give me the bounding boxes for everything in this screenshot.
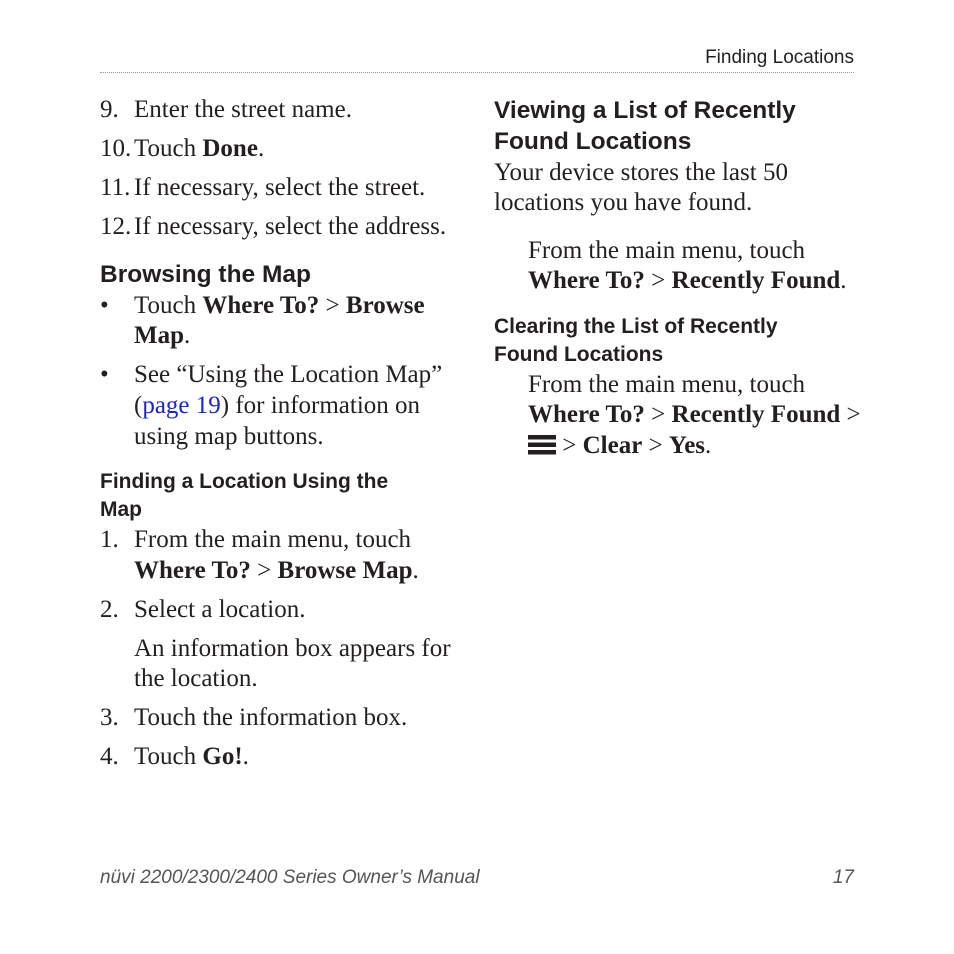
step-text: Where To? > Browse Map. xyxy=(134,557,419,584)
step-number: 4. xyxy=(100,743,119,770)
step-number: 10. xyxy=(100,135,132,162)
menu-icon xyxy=(528,433,556,453)
body-text: locations you have found. xyxy=(494,189,753,216)
step-note: An information box appears for xyxy=(134,635,451,662)
instruction-text: > Clear > Yes. xyxy=(528,431,711,461)
ui-term: Done xyxy=(202,135,258,162)
section-heading-browsing-map: Browsing the Map xyxy=(100,261,311,288)
section-heading-viewing-recent-cont: Found Locations xyxy=(494,128,692,155)
instruction-text: Where To? > Recently Found. xyxy=(528,267,847,294)
step-number: 9. xyxy=(100,96,119,123)
instruction-text: Where To? > Recently Found > xyxy=(528,401,861,428)
bullet-text: using map buttons. xyxy=(134,423,324,450)
instruction-text: From the main menu, touch xyxy=(528,371,806,398)
bullet-text: Map. xyxy=(134,322,191,349)
page-link[interactable]: page 19 xyxy=(142,392,221,419)
bullet: • xyxy=(100,361,109,388)
step-note: the location. xyxy=(134,665,258,692)
bullet-text: See “Using the Location Map” xyxy=(134,361,443,388)
body-text: Your device stores the last 50 xyxy=(494,159,788,186)
step-text: Touch Go!. xyxy=(134,743,249,770)
subsection-heading-finding-location: Finding a Location Using the xyxy=(100,470,389,493)
step-text: Touch the information box. xyxy=(134,704,408,731)
subsection-heading-finding-location-cont: Map xyxy=(100,498,142,521)
step-number: 3. xyxy=(100,704,119,731)
step-text: Enter the street name. xyxy=(134,96,352,123)
step-number: 11. xyxy=(100,174,131,201)
header-rule xyxy=(100,72,854,73)
bullet-text: Touch Where To? > Browse xyxy=(134,292,425,319)
footer-manual-title: nüvi 2200/2300/2400 Series Owner’s Manual xyxy=(100,867,480,888)
subsection-heading-clearing-list: Clearing the List of Recently xyxy=(494,315,778,338)
subsection-heading-clearing-list-cont: Found Locations xyxy=(494,343,664,366)
bullet-text: (page 19) for information on xyxy=(134,392,421,419)
step-number: 2. xyxy=(100,596,119,623)
bullet: • xyxy=(100,292,109,319)
step-text: Touch Done. xyxy=(134,135,265,162)
instruction-text: From the main menu, touch xyxy=(528,237,806,264)
step-number: 1. xyxy=(100,526,119,553)
step-text: If necessary, select the street. xyxy=(134,174,426,201)
section-heading-viewing-recent: Viewing a List of Recently xyxy=(494,97,796,124)
step-text: From the main menu, touch xyxy=(134,526,412,553)
step-text: Select a location. xyxy=(134,596,306,623)
step-number: 12. xyxy=(100,213,132,240)
running-header: Finding Locations xyxy=(705,47,854,68)
footer-page-number: 17 xyxy=(832,867,854,888)
step-text: If necessary, select the address. xyxy=(134,213,447,240)
